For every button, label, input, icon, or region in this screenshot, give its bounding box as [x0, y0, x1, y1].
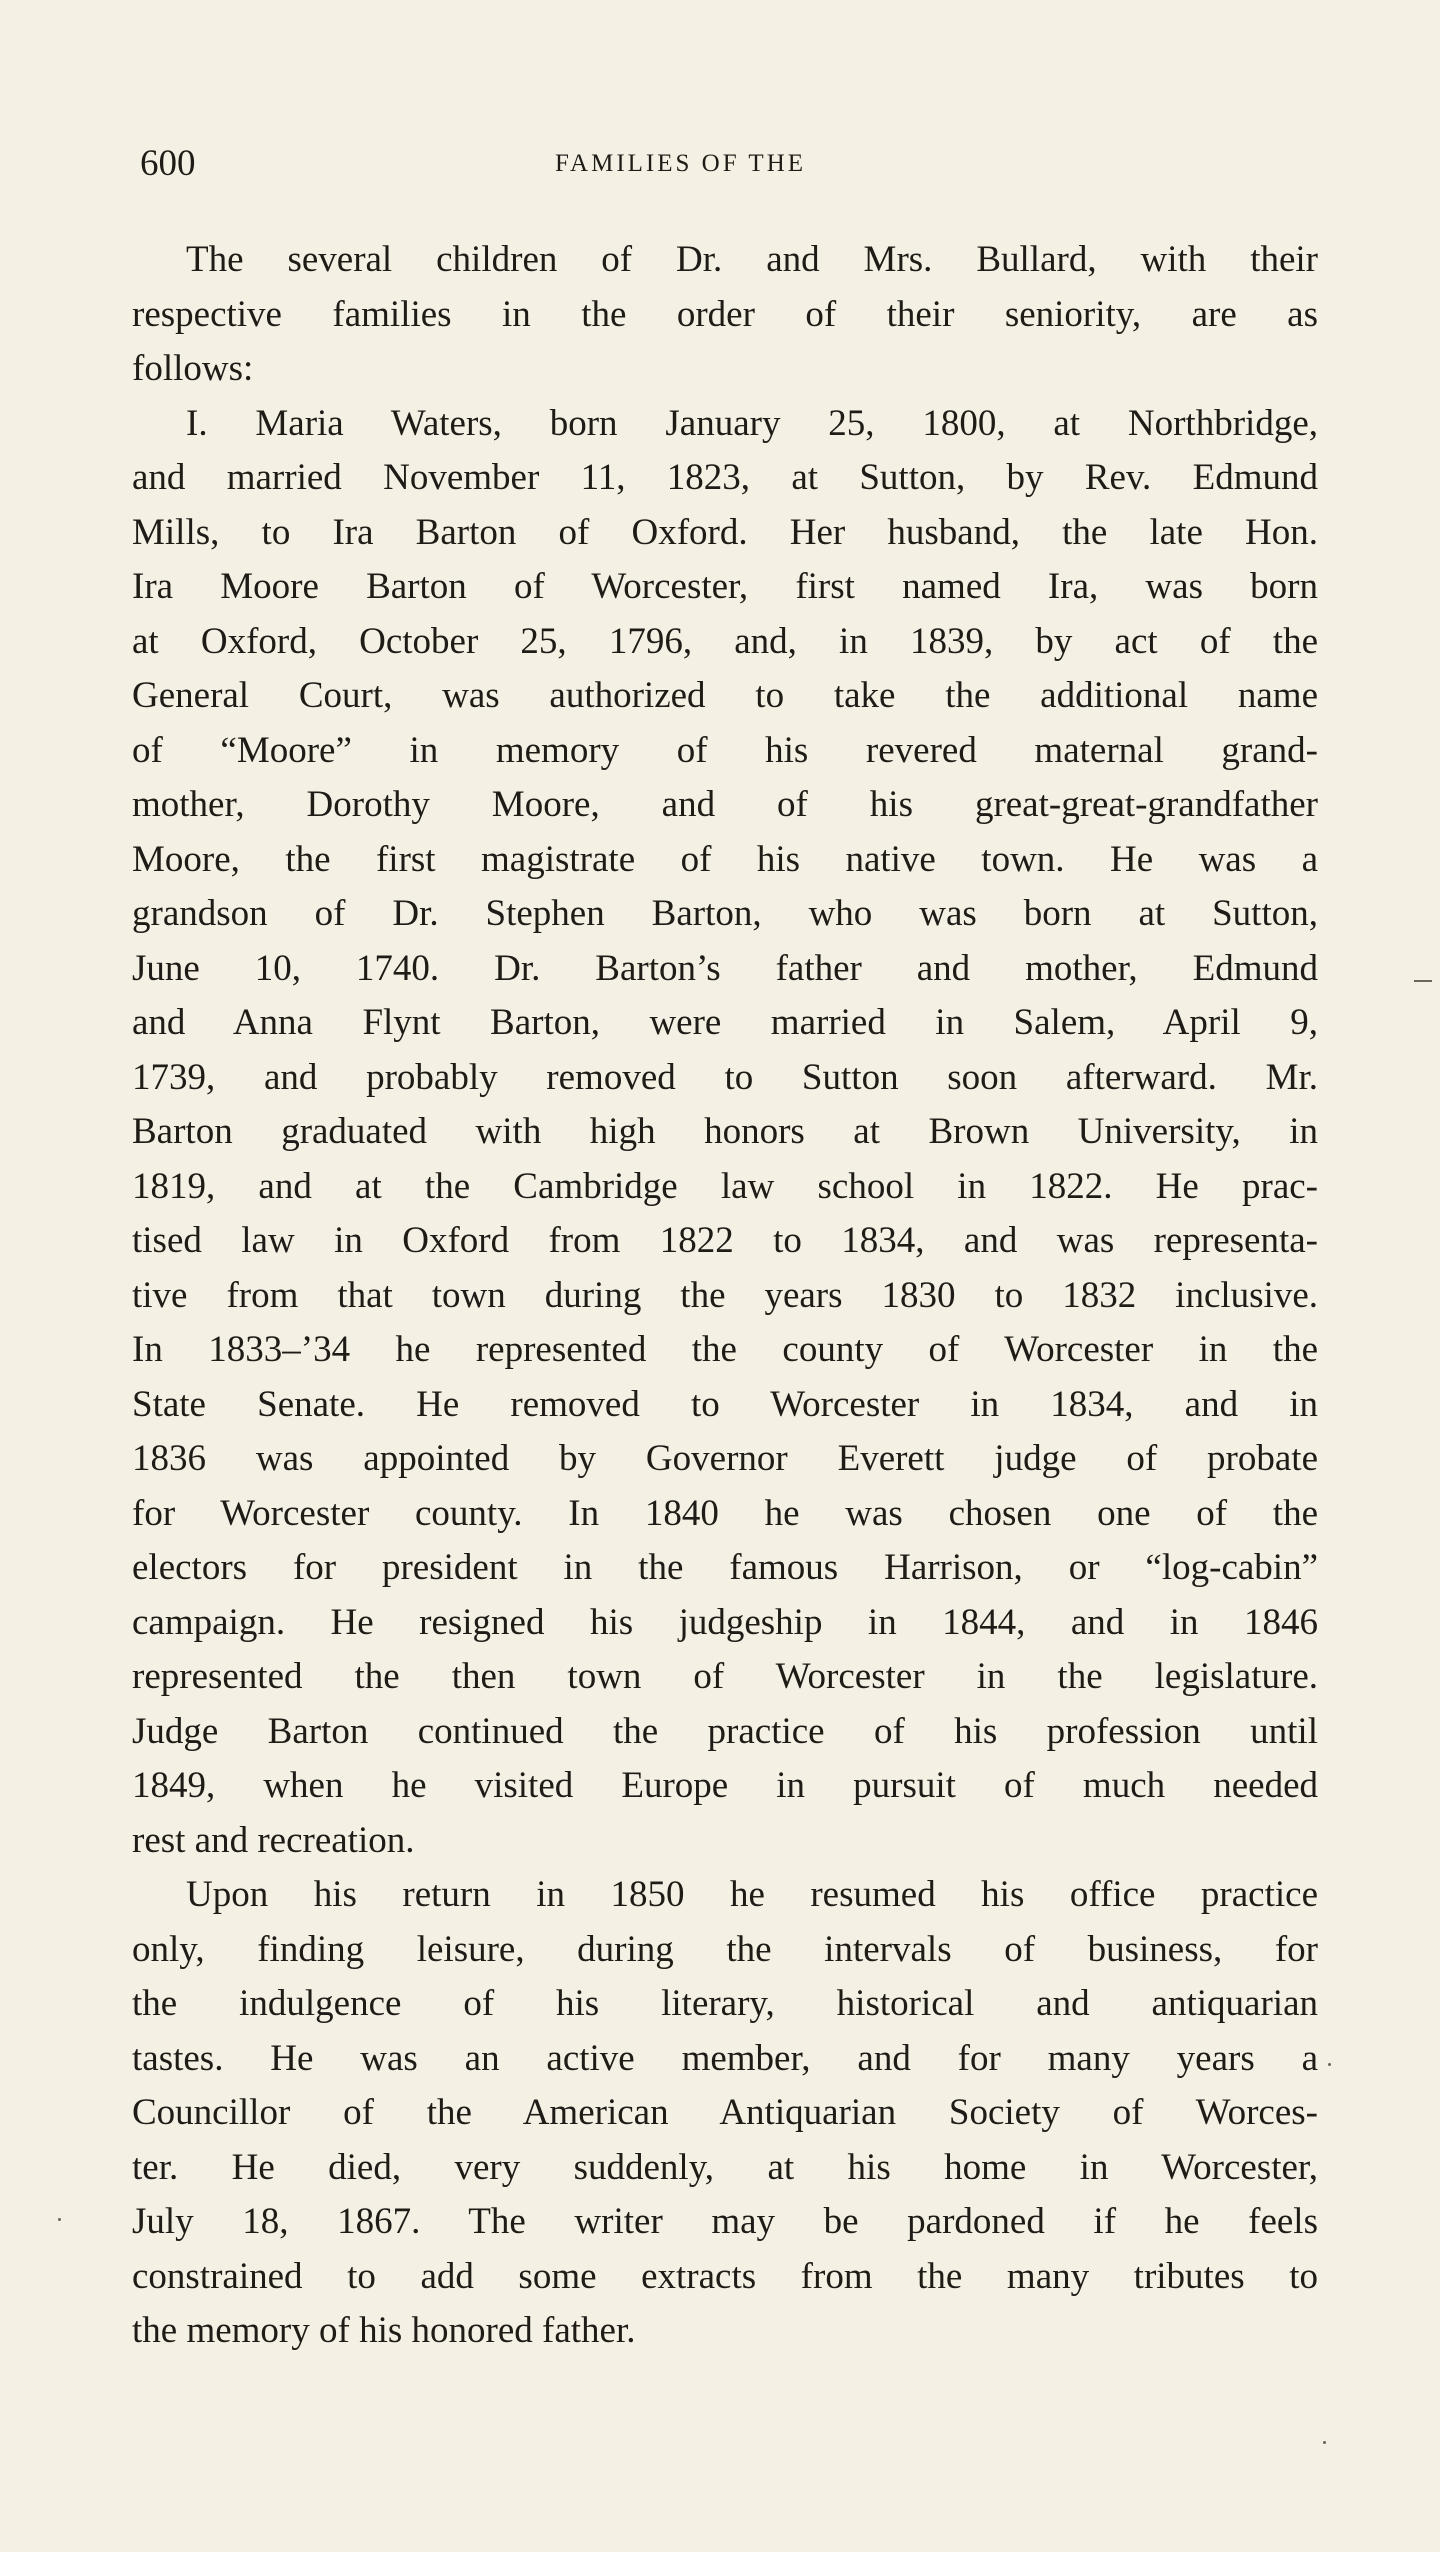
- paper-speck: [58, 2218, 61, 2221]
- text-line: for Worcester county. In 1840 he was chosen one of the: [132, 1492, 1318, 1534]
- text-line: Judge Barton continued the practice of his profession until: [132, 1710, 1318, 1752]
- text-line: Upon his return in 1850 he resumed his office practice: [186, 1874, 1318, 1915]
- text-line: July 18, 1867. The writer may be pardoned if he feels: [132, 2201, 1318, 2242]
- text-line: rest and recreation.: [132, 1819, 415, 1861]
- margin-mark: [1414, 980, 1432, 982]
- text-line: and married November 11, 1823, at Sutton, by Rev. Edmund: [132, 457, 1318, 498]
- text-line: constrained to add some extracts from the many tributes to: [132, 2255, 1318, 2297]
- text-line: tised law in Oxford from 1822 to 1834, and was representa-: [132, 1220, 1318, 1261]
- text-line: respective families in the order of their seniority, are as: [132, 293, 1318, 335]
- text-line: Ira Moore Barton of Worcester, first named Ira, was born: [132, 566, 1318, 607]
- text-line: I. Maria Waters, born January 25, 1800, at Northbridge,: [186, 402, 1318, 444]
- text-line: State Senate. He removed to Worcester in 1834, and in: [132, 1383, 1318, 1425]
- text-line: June 10, 1740. Dr. Barton’s father and mother, Edmund: [132, 947, 1318, 989]
- text-line: In 1833–’34 he represented the county of Worcester in the: [132, 1329, 1318, 1370]
- text-line: follows:: [132, 348, 254, 389]
- text-line: only, finding leisure, during the intervals of business, for: [132, 1928, 1318, 1970]
- running-head: FAMILIES OF THE: [555, 150, 807, 177]
- body-text: [132, 233, 1318, 2359]
- text-line: 1849, when he visited Europe in pursuit of much needed: [132, 1765, 1318, 1806]
- text-line: the indulgence of his literary, historical and antiquarian: [132, 1983, 1318, 2024]
- text-line: Barton graduated with high honors at Brown University, in: [132, 1111, 1318, 1152]
- text-line: 1836 was appointed by Governor Everett judge of probate: [132, 1438, 1318, 1479]
- text-line: Mills, to Ira Barton of Oxford. Her husband, the late Hon.: [132, 511, 1318, 553]
- text-line: the memory of his honored father.: [132, 2310, 636, 2351]
- text-line: electors for president in the famous Harrison, or “log-cabin”: [132, 1547, 1318, 1588]
- paper-speck: [1328, 2063, 1331, 2066]
- text-line: at Oxford, October 25, 1796, and, in 1839, by act of the: [132, 620, 1318, 662]
- text-line: tastes. He was an active member, and for many years a: [132, 2037, 1318, 2079]
- text-line: campaign. He resigned his judgeship in 1844, and in 1846: [132, 1601, 1318, 1643]
- text-line: of “Moore” in memory of his revered maternal grand-: [132, 729, 1318, 771]
- text-line: and Anna Flynt Barton, were married in Salem, April 9,: [132, 1002, 1318, 1043]
- text-line: Moore, the first magistrate of his native town. He was a: [132, 838, 1318, 880]
- text-line: mother, Dorothy Moore, and of his great-great-grandfather: [132, 784, 1318, 825]
- text-line: Councillor of the American Antiquarian Society of Worces-: [132, 2092, 1318, 2133]
- text-line: represented the then town of Worcester in the legislature.: [132, 1656, 1318, 1697]
- text-line: grandson of Dr. Stephen Barton, who was born at Sutton,: [132, 893, 1318, 934]
- paper-speck: [1323, 2441, 1326, 2444]
- page-header: [140, 142, 1340, 192]
- text-line: 1739, and probably removed to Sutton soon afterward. Mr.: [132, 1056, 1318, 1098]
- text-line: General Court, was authorized to take the additional name: [132, 675, 1318, 716]
- page-number: 600: [140, 143, 196, 184]
- text-line: ter. He died, very suddenly, at his home in Worcester,: [132, 2146, 1318, 2188]
- text-line: 1819, and at the Cambridge law school in 1822. He prac-: [132, 1165, 1318, 1207]
- text-line: The several children of Dr. and Mrs. Bullard, with their: [186, 239, 1318, 280]
- text-line: tive from that town during the years 1830 to 1832 inclusive.: [132, 1274, 1318, 1316]
